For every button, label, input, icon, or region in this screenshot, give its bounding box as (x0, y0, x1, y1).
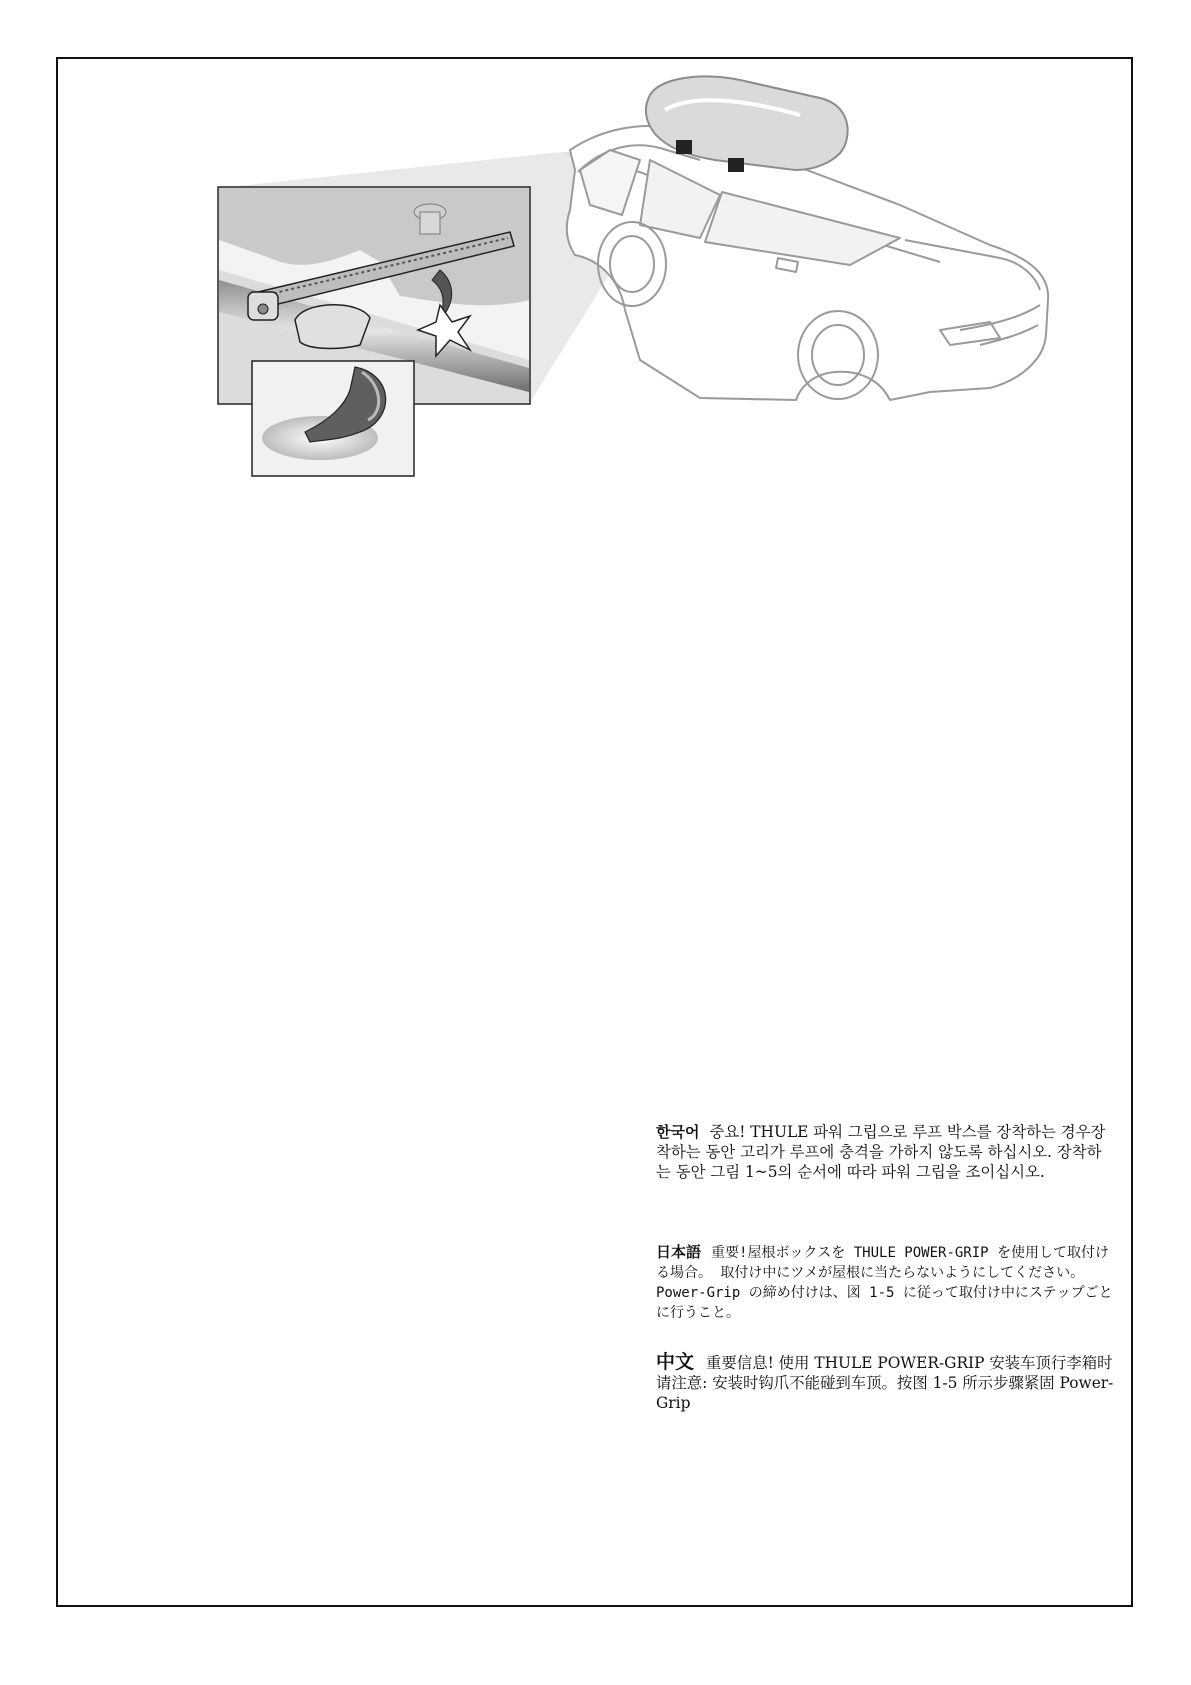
lang-label-japanese: 日本語 (656, 1243, 702, 1261)
section-japanese (656, 1242, 1116, 1323)
section-korean (656, 1122, 1116, 1182)
notice-text-japanese: 重要!屋根ボックスを THULE POWER-GRIP を使用して取付ける場合。 取付け中にツメが屋根に当たらないようにしてください。Power-Grip の締め付けは、図 1-5 に従って取付け中にステップごとに行うこと。 (656, 1245, 1113, 1321)
claw-inset (252, 361, 414, 476)
mounting-illustration (0, 0, 1191, 500)
lang-label-chinese: 中文 (656, 1351, 695, 1373)
section-chinese (656, 1352, 1116, 1413)
notice-text-chinese: 重要信息! 使用 THULE POWER-GRIP 安装车顶行李箱时请注意: 安装时钩爪不能碰到车顶。按图 1-5 所示步骤紧固 Power-Grip (656, 1354, 1114, 1412)
notice-text-korean: 중요! THULE 파워 그립으로 루프 박스를 장착하는 경우장착하는 동안 고리가 루프에 충격을 가하지 않도록 하십시오. 장착하는 동안 그림 1~5의 순서에 따라 파워 그립을 조이십시오. (656, 1123, 1106, 1181)
lang-label-korean: 한국어 (656, 1123, 700, 1141)
